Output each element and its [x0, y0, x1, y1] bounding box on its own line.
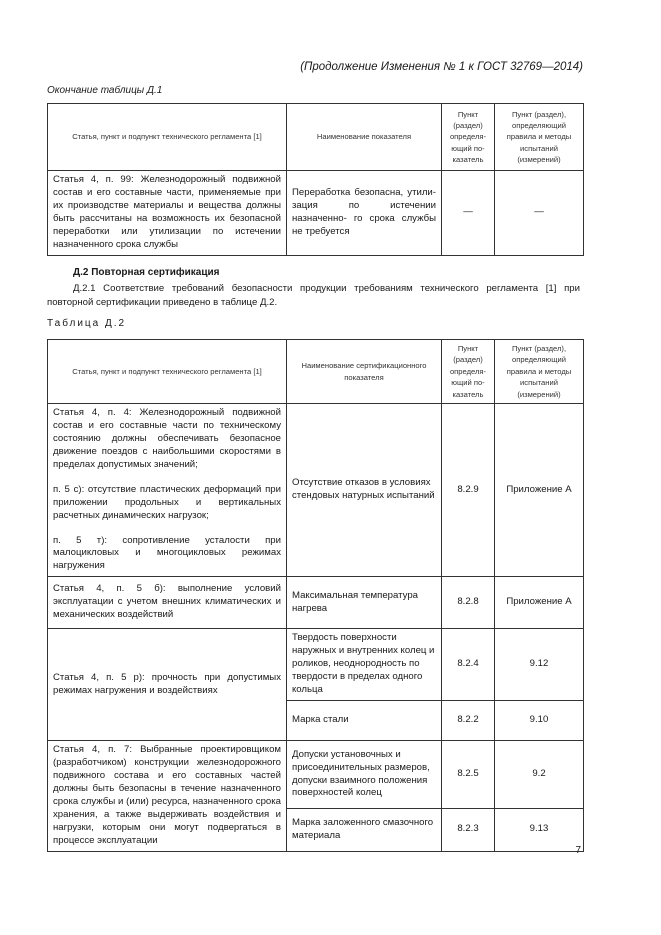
table1-header-row — [48, 104, 584, 171]
group4-indicator-cell-1: Допуски установочных и присоединительных размеров, допуски взаимного положения поверхностей колец — [287, 741, 442, 809]
table2-header-article: Статья, пункт и подпункт технического регламента [1] — [48, 340, 287, 404]
table-row — [48, 171, 584, 256]
continuation-header: (Продолжение Изменения № 1 к ГОСТ 32769—2014) — [300, 61, 583, 73]
table1-method-cell: — — [495, 171, 584, 256]
table1-header-method: Пункт (раздел), определяющий правила и методы испытаний (измерений) — [495, 104, 584, 171]
table2-header-clause: Пункт (раздел) определя- ющий по- казатель — [442, 340, 495, 404]
group2-method-cell: Приложение А — [495, 577, 584, 629]
table-row — [48, 404, 584, 577]
group1-method-cell: Приложение А — [495, 404, 584, 577]
group3-clause-cell-1: 8.2.4 — [442, 629, 495, 701]
table-row — [48, 629, 584, 701]
group4-clause-cell-1: 8.2.5 — [442, 741, 495, 809]
group3-clause-cell-2: 8.2.2 — [442, 701, 495, 741]
table2-label: Таблица Д.2 — [47, 318, 127, 329]
table-row — [48, 741, 584, 809]
table-row — [48, 577, 584, 629]
group1-article-p3: п. 5 т): сопротивление усталости при малоцикловых и многоцикловых режимах нагружения — [53, 534, 281, 572]
group1-article-cell — [48, 404, 287, 577]
group2-clause-cell: 8.2.8 — [442, 577, 495, 629]
section-title: Д.2 Повторная сертификация — [73, 267, 220, 278]
page-number: 7 — [575, 845, 581, 856]
table2-header-indicator: Наименование сертификационного показателя — [287, 340, 442, 404]
table1-indicator-cell: Переработка безопасна, утили- зация по истечении назначенно- го срока службы не требуется — [287, 171, 442, 256]
table-d1 — [47, 103, 584, 256]
table1-clause-cell: — — [442, 171, 495, 256]
table1-caption: Окончание таблицы Д.1 — [47, 85, 163, 96]
group1-article-p1: Статья 4, п. 4: Железнодорожный подвижной состав и его составные части по техническому состоянию должны обеспечивать безопасное движение поездов с наибольшими скоростями в пределах допустимых значений; — [53, 407, 281, 470]
group4-article-cell: Статья 4, п. 7: Выбранные проектировщиком (разработчиком) конструкции железнодорожного подвижного состава и его составных частей должны быть безопасны в течение назначенного срока службы и (или) ресурса, назначенного срока хранения, а также выдерживать воздействия и нагрузки, которым они могут подвергаться в процессе эксплуатации — [48, 741, 287, 852]
group2-indicator-cell: Максимальная температура нагрева — [287, 577, 442, 629]
table1-header-indicator: Наименование показателя — [287, 104, 442, 171]
group3-method-cell-1: 9.12 — [495, 629, 584, 701]
table1-header-article: Статья, пункт и подпункт технического регламента [1] — [48, 104, 287, 171]
group1-clause-cell: 8.2.9 — [442, 404, 495, 577]
table1-article-cell: Статья 4, п. 99: Железнодорожный подвижной состав и его составные части, применяемые при их производстве материалы и вещества должны быть рассчитаны на возможность их безопасной переработки или утилизации по истечении назначенного срока службы — [48, 171, 287, 256]
group3-method-cell-2: 9.10 — [495, 701, 584, 741]
group2-article-cell: Статья 4, п. 5 б): выполнение условий эксплуатации с учетом внешних климатических и механических воздействий — [48, 577, 287, 629]
table2-header-row — [48, 340, 584, 404]
group4-method-cell-1: 9.2 — [495, 741, 584, 809]
table2-header-method: Пункт (раздел), определяющий правила и методы испытаний (измерений) — [495, 340, 584, 404]
section-paragraph: Д.2.1 Соответствие требований безопасности продукции требованиям технического регламента [1] при повторной сертификации приведено в таблице Д.2. — [47, 283, 580, 309]
group1-indicator-cell: Отсутствие отказов в условиях стендовых натурных испытаний — [287, 404, 442, 577]
group3-article-cell: Статья 4, п. 5 р): прочность при допустимых режимах нагружения и воздействиях — [48, 629, 287, 741]
group4-indicator-cell-2: Марка заложенного смазочного материала — [287, 809, 442, 852]
group4-method-cell-2: 9.13 — [495, 809, 584, 852]
table1-header-clause: Пункт (раздел) определя- ющий по- казатель — [442, 104, 495, 171]
table-d2 — [47, 339, 584, 852]
group1-article-p2: п. 5 с): отсутствие пластических деформаций при приложении продольных и вертикальных расчетных динамических нагрузок; — [53, 483, 281, 521]
group3-indicator-cell-2: Марка стали — [287, 701, 442, 741]
group3-indicator-cell-1: Твердость поверхности наружных и внутренних колец и роликов, неоднородность по твердости в пределах одного кольца — [287, 629, 442, 701]
group4-clause-cell-2: 8.2.3 — [442, 809, 495, 852]
